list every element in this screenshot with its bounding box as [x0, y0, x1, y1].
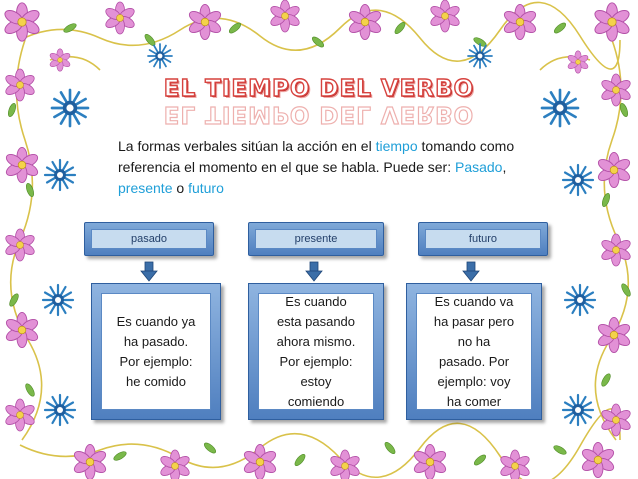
pasado-card-inner	[101, 293, 211, 410]
intro-paragraph	[118, 136, 528, 199]
title-text: EL TIEMPO DEL VERBO	[163, 76, 475, 102]
down-arrow-icon	[463, 262, 479, 282]
futuro-card	[406, 283, 542, 420]
presente-label: presente	[255, 229, 377, 249]
intro-presente: presente	[118, 180, 173, 196]
intro-comma: ,	[502, 159, 507, 175]
presente-card-inner	[258, 293, 374, 410]
page-title	[0, 76, 638, 102]
down-arrow-icon	[306, 262, 322, 282]
futuro-description: Es cuando va ha pasar pero no ha pasado. Por ejemplo: voy ha comer	[433, 293, 515, 409]
presente-card	[248, 283, 384, 420]
intro-part1: La formas verbales sitúan la acción en el	[118, 138, 376, 154]
pasado-description: Es cuando ya ha pasado. Por ejemplo: he comido	[116, 313, 196, 389]
title-reflection-text: EL TIEMPO DEL VERBO	[163, 101, 475, 127]
title-reflection	[0, 101, 638, 127]
pasado-label-box	[84, 222, 214, 256]
intro-pasado: Pasado	[454, 159, 503, 175]
intro-futuro: futuro	[188, 180, 224, 196]
down-arrow-icon	[141, 262, 157, 282]
pasado-card	[91, 283, 221, 420]
pasado-label: pasado	[91, 229, 207, 249]
intro-part2: tomando como referencia el momento en el que se habla. Puede ser:	[118, 138, 515, 175]
intro-o: o	[172, 180, 189, 196]
presente-description: Es cuando esta pasando ahora mismo. Por ejemplo: estoy comiendo	[276, 293, 356, 409]
intro-tiempo: tiempo	[375, 138, 418, 154]
futuro-label-box	[418, 222, 548, 256]
futuro-label: futuro	[425, 229, 541, 249]
presente-label-box	[248, 222, 384, 256]
futuro-card-inner	[416, 293, 532, 410]
